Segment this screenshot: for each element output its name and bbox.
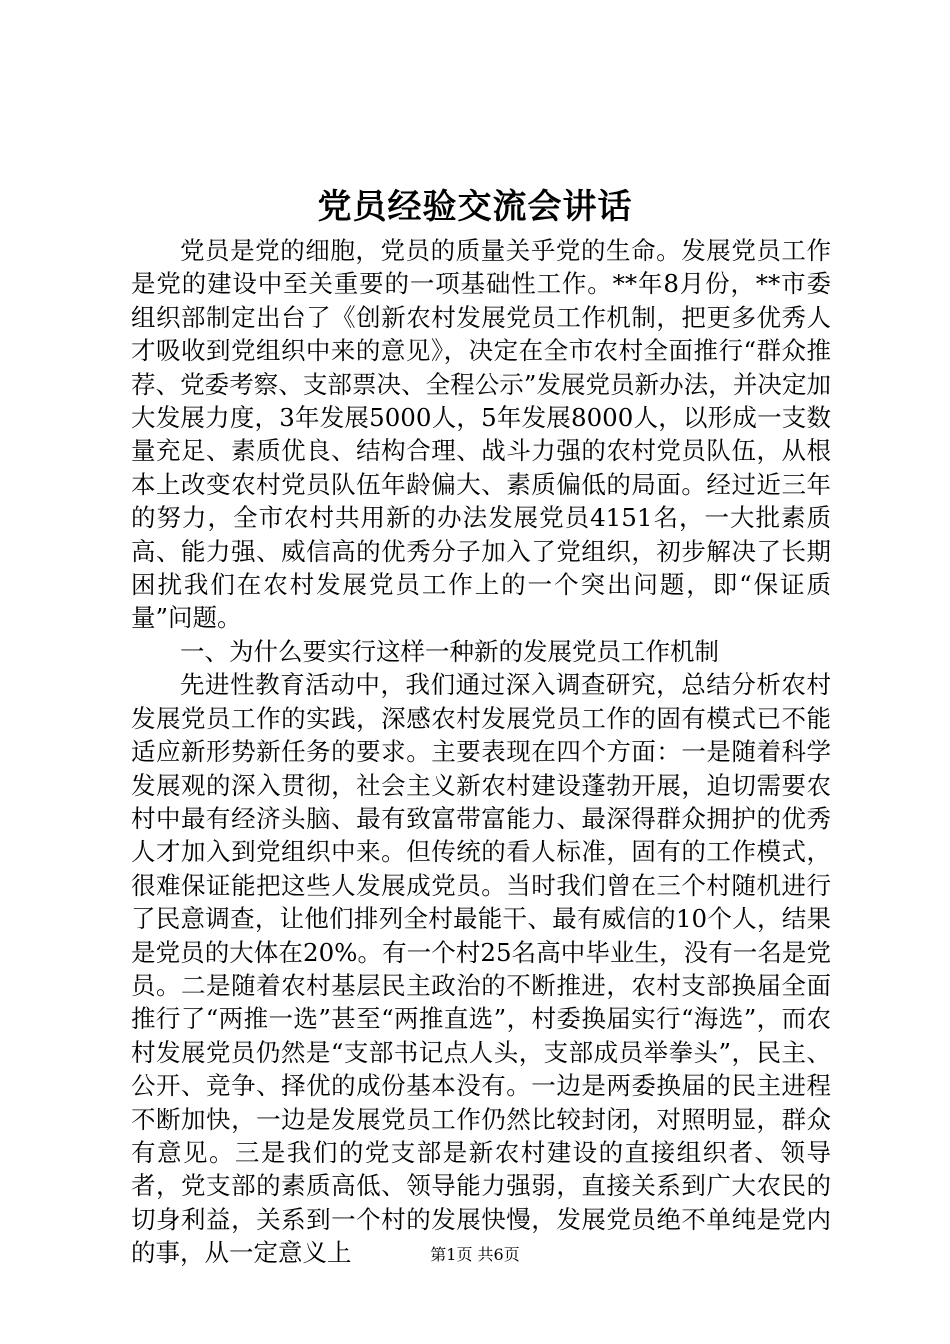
document-title: 党员经验交流会讲话	[317, 187, 633, 227]
page-footer: 第1页 共6页	[430, 1245, 520, 1264]
document-body	[131, 234, 831, 1270]
paragraph-section-one: 先进性教育活动中，我们通过深入调查研究，总结分析农村发展党员工作的实践，深感农村发展党员工作的固有模式已不能适应新形势新任务的要求。主要表现在四个方面：一是随着科学发展观的深入贯彻，社会主义新农村建设蓬勃开展，迫切需要农村中最有经济头脑、最有致富带富能力、最深得群众拥护的优秀人才加入到党组织中来。但传统的看人标准，固有的工作模式，很难保证能把这些人发展成党员。当时我们曾在三个村随机进行了民意调查，让他们排列全村最能干、最有威信的10个人，结果是党员的大体在20%。有一个村25名高中毕业生，没有一名是党员。二是随着农村基层民主政治的不断推进，农村支部换届全面推行了“两推一选”甚至“两推直选”，村委换届实行“海选”，而农村发展党员仍然是“支部书记点人头，支部成员举拳头”，民主、公开、竞争、择优的成份基本没有。一边是两委换届的民主进程不断加快，一边是发展党员工作仍然比较封闭，对照明显，群众有意见。三是我们的党支部是新农村建设的直接组织者、领导者，党支部的素质高低、领导能力强弱，直接关系到广大农民的切身利益，关系到一个村的发展快慢，发展党员绝不单纯是党内的事，从一定意义上	[131, 670, 831, 1268]
section-heading: 一、为什么要实行这样一种新的发展党员工作机制	[180, 636, 719, 666]
paragraph-intro: 党员是党的细胞，党员的质量关乎党的生命。发展党员工作是党的建设中至关重要的一项基础性工作。**年8月份，**市委组织部制定出台了《创新农村发展党员工作机制，把更多优秀人才吸收到党组织中来的意见》，决定在全市农村全面推行“群众推荐、党委考察、支部票决、全程公示”发展党员新办法，并决定加大发展力度，3年发展5000人，5年发展8000人，以形成一支数量充足、素质优良、结构合理、战斗力强的农村党员队伍，从根本上改变农村党员队伍年龄偏大、素质偏低的局面。经过近三年的努力，全市农村共用新的办法发展党员4151名，一大批素质高、能力强、威信高的优秀分子加入了党组织，初步解决了长期困扰我们在农村发展党员工作上的一个突出问题，即“保证质量”问题。	[131, 236, 831, 633]
